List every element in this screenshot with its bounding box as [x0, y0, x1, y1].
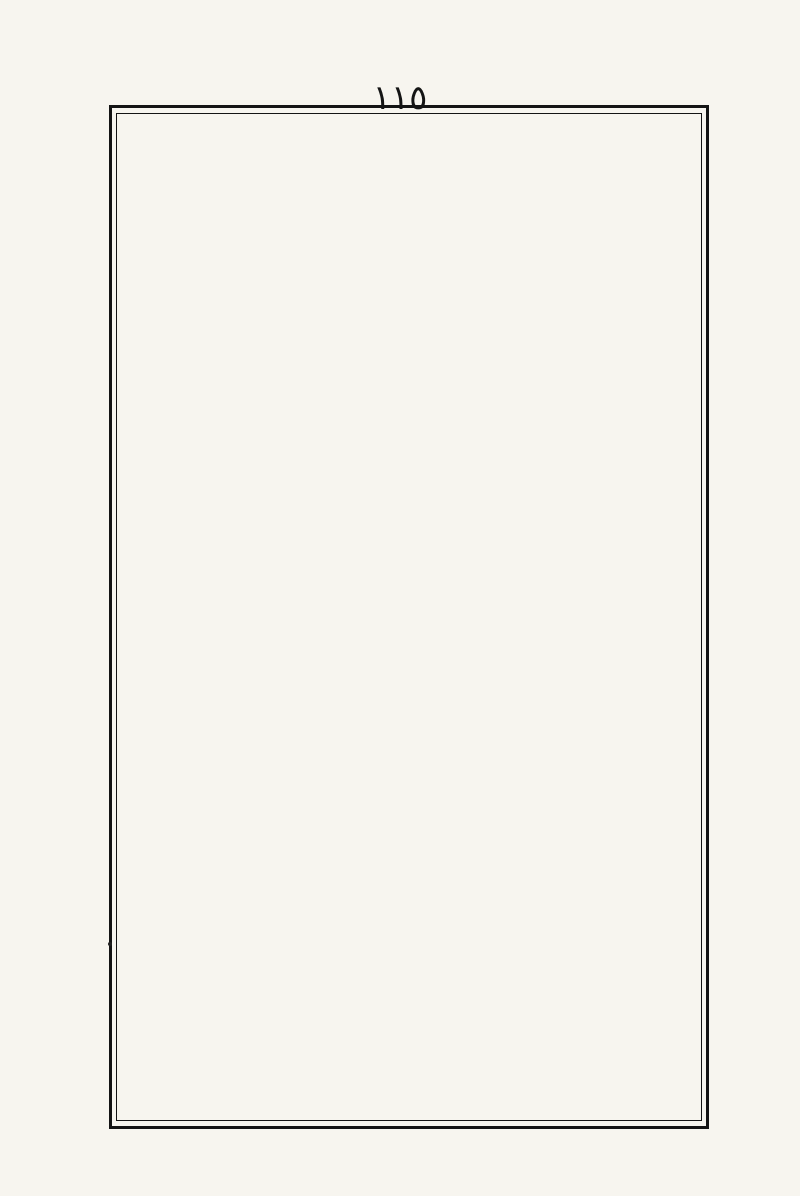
- stray-ink-mark: [108, 942, 112, 946]
- text-line: [126, 925, 692, 952]
- text-line: [126, 199, 692, 226]
- text-line: [126, 683, 692, 710]
- text-line: [126, 736, 692, 763]
- text-block: [126, 118, 692, 1113]
- text-line: [126, 172, 692, 199]
- text-line: [126, 387, 692, 414]
- text-line: [126, 817, 692, 844]
- text-line: [126, 844, 692, 871]
- text-line: [126, 952, 692, 979]
- text-line: [126, 252, 692, 279]
- text-line: [126, 306, 692, 333]
- text-line: [126, 1005, 692, 1032]
- text-line: [126, 414, 692, 441]
- text-line: [126, 226, 692, 253]
- text-line: [126, 979, 692, 1006]
- text-line: [126, 710, 692, 737]
- text-line: [126, 118, 692, 145]
- text-line: [126, 521, 692, 548]
- page-number: ١١٥: [372, 78, 428, 118]
- text-line: [126, 629, 692, 656]
- text-line: [126, 1032, 692, 1059]
- text-line: [126, 602, 692, 629]
- text-line: [126, 468, 692, 495]
- text-line: [126, 575, 692, 602]
- text-line: [126, 145, 692, 172]
- text-line: [126, 763, 692, 790]
- text-line: [126, 898, 692, 925]
- text-line: [126, 548, 692, 575]
- text-line: [126, 494, 692, 521]
- text-line: [126, 441, 692, 468]
- text-line: [126, 871, 692, 898]
- text-line: [126, 656, 692, 683]
- text-line: [126, 790, 692, 817]
- text-line: [126, 279, 692, 306]
- text-line: [126, 333, 692, 360]
- text-line: [126, 360, 692, 387]
- text-line: [126, 1059, 692, 1086]
- text-line: [126, 1086, 692, 1113]
